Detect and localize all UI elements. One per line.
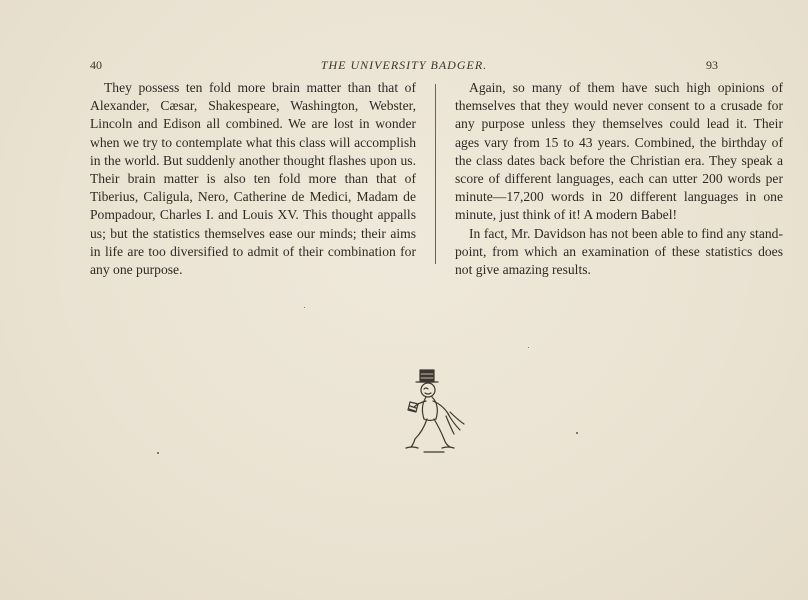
right-text-column — [455, 79, 783, 279]
paper-speck — [304, 307, 305, 308]
right-paragraph-2: In fact, Mr. Davidson has not been able to find any stand-point, from which an examination of these statistics does not give amazing results. — [455, 225, 783, 278]
running-head — [90, 58, 718, 76]
column-divider — [435, 84, 436, 264]
page-number-left: 40 — [90, 58, 102, 72]
page-number-right: 93 — [706, 58, 718, 72]
paper-speck — [157, 452, 159, 454]
journal-title: THE UNIVERSITY BADGER. — [320, 58, 488, 72]
paper-speck — [576, 432, 578, 434]
right-paragraph-1: Again, so many of them have such high opinions of themselves that they would never consent to a crusade for any purpose unless they themselves could lead it. Their ages vary from 15 to 43 years. Combined, the birthday of the class dates back before the Christian era. They speak a score of different languages, each can utter 200 words per minute—17,200 words in 20 different languages in one minute, just think of it! A modern Babel! — [455, 80, 783, 223]
left-text-column — [90, 79, 416, 279]
left-paragraph-1: They possess ten fold more brain matter than that of Alexander, Cæsar, Shakespeare, Washington, Webster, Lincoln and Edison all combined. We are lost in wonder when we try to contemplate what this class will accomplish in the world. But suddenly another thought flashes upon us. Their brain matter is also ten fold more than that of Tiberius, Caligula, Nero, Catherine de Medici, Madam de Pompadour, Charles I. and Louis XV. This thought appalls us; but the statistics themselves ease our minds; their aims in life are too diversified to admit of their combination for any one purpose. — [90, 80, 416, 278]
dancing-figure-icon — [404, 368, 468, 456]
paper-speck — [528, 347, 529, 348]
